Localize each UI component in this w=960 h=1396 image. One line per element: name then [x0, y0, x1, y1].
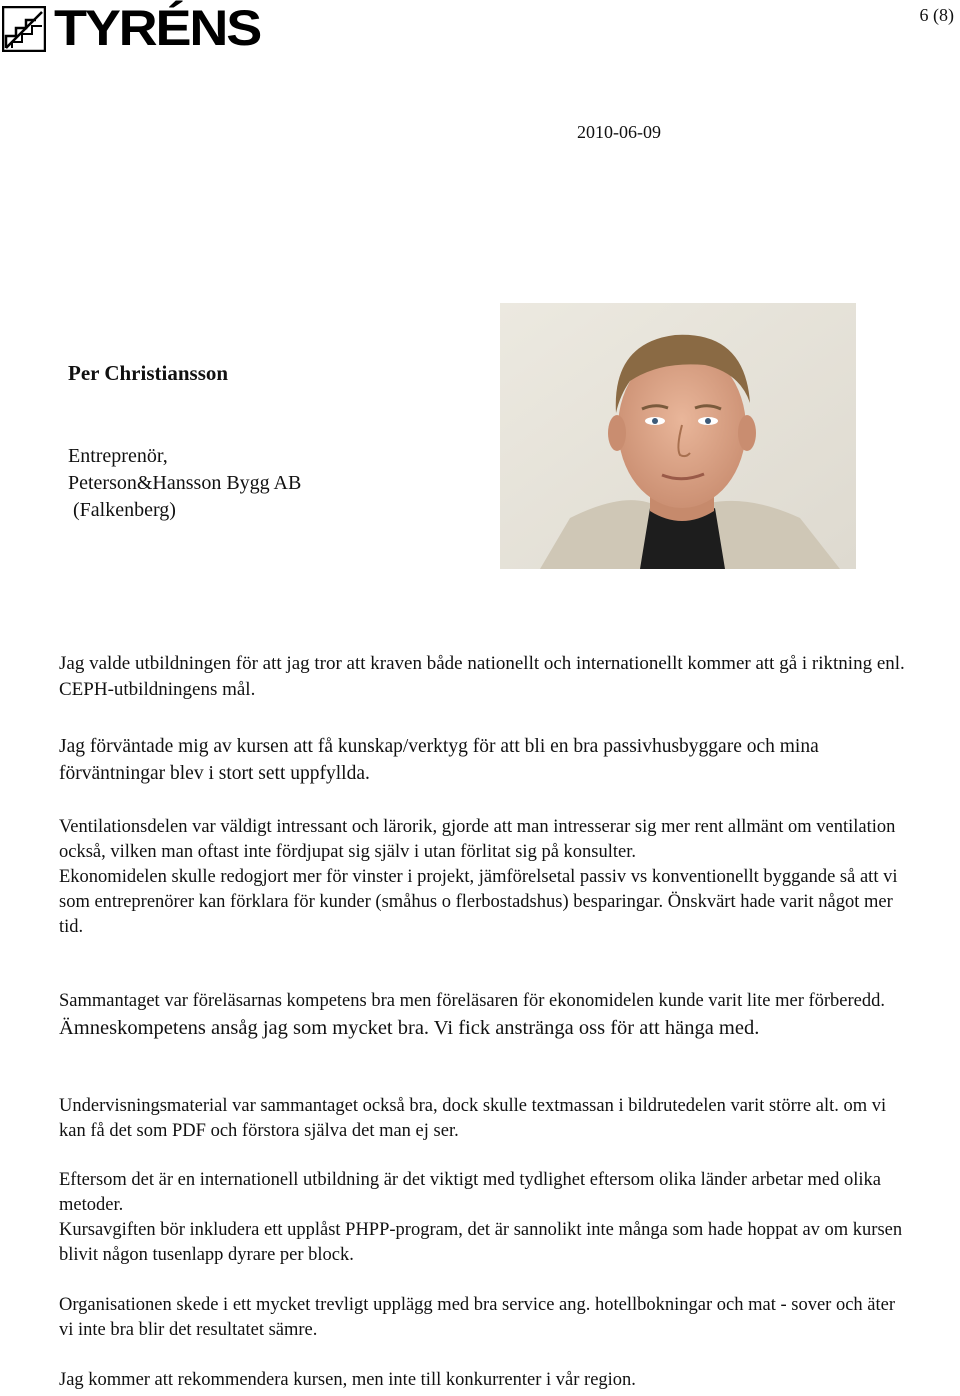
body-sentence: Ekonomidelen skulle redogjort mer för vinster i projekt, jämförelsetal passiv vs konventionellt byggande så att vi som entreprenörer kan förklara för kunder (småhus o flerbostadshus) besparingar. Önskvärt hade varit något mer tid.: [59, 867, 898, 937]
body-paragraph: [59, 815, 909, 940]
portrait-photo: [500, 303, 856, 569]
logo-wordmark: TYRÉNS: [54, 0, 261, 56]
body-paragraph: Organisationen skede i ett mycket trevligt upplägg med bra service ang. hotellbokningar och mat - sover och äter vi inte bra blir det resultatet sämre.: [59, 1295, 896, 1340]
person-title: [68, 443, 301, 524]
tyrens-logo-icon: [2, 6, 46, 52]
body-paragraph: Jag valde utbildningen för att jag tror att kraven både nationellt och internationellt kommer att gå i riktning enl. CEPH-utbildningens mål.: [59, 653, 905, 700]
document-date: 2010-06-09: [577, 122, 661, 142]
person-title-line: (Falkenberg): [68, 499, 176, 521]
body-sentence: Sammantaget var föreläsarnas kompetens bra men föreläsaren för ekonomidelen kunde varit lite mer förberedd.: [59, 991, 886, 1011]
body-paragraph: Jag förväntade mig av kursen att få kunskap/verktyg för att bli en bra passivhusbyggare och mina förväntningar blev i stort sett uppfyllda.: [59, 736, 819, 784]
person-title-line: Entreprenör,: [68, 445, 168, 467]
body-sentence: Ämneskompetens ansåg jag som mycket bra. Vi fick anstränga oss för att hänga med.: [59, 1017, 760, 1039]
body-paragraph: Jag kommer att rekommendera kursen, men inte till konkurrenter i vår region.: [59, 1370, 636, 1390]
company-logo: [2, 0, 261, 56]
page-number: 6 (8): [919, 5, 954, 25]
body-sentence: Eftersom det är en internationell utbildning är det viktigt med tydlighet eftersom olika länder arbetar med olika metoder.: [59, 1170, 881, 1215]
person-name: Per Christiansson: [68, 361, 229, 385]
body-paragraph: [59, 988, 909, 1043]
body-sentence: Ventilationsdelen var väldigt intressant och lärorik, gjorde att man intresserar sig mer rent allmänt om ventilation också, vilken man oftast inte fördjupat sig själv i utan förlitat sig på konsulter.: [59, 817, 896, 862]
portrait-image: [500, 303, 856, 569]
body-sentence: Kursavgiften bör inkludera ett upplåst PHPP-program, det är sannolikt inte många som hade hoppat av om kursen blivit någon tusenlapp dyrare per block.: [59, 1220, 903, 1265]
body-paragraph: Undervisningsmaterial var sammantaget också bra, dock skulle textmassan i bildrutedelen varit större alt. om vi kan få det som PDF och förstora själva det man ej ser.: [59, 1096, 887, 1141]
body-paragraph: [59, 1168, 909, 1268]
person-title-line: Peterson&Hansson Bygg AB: [68, 472, 302, 494]
